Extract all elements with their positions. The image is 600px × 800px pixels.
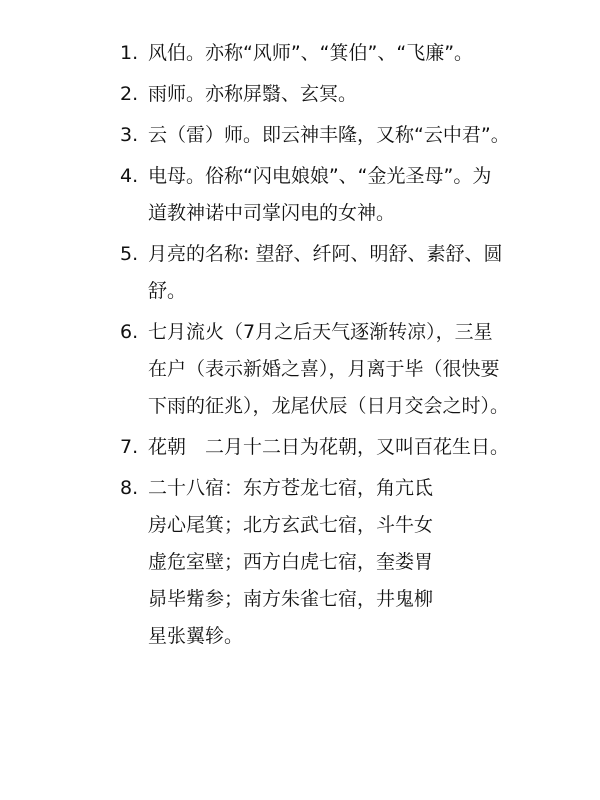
item-text: 七月流火（7月之后天气逐渐转凉），三星在户（表示新婚之喜），月离于毕（很快要下雨的征兆），龙尾伏辰（日月交会之时）。: [148, 321, 510, 417]
item-number: 1.: [120, 42, 139, 64]
item-number: 6.: [120, 321, 139, 343]
item-number: 7.: [120, 436, 139, 458]
list-item: [120, 35, 510, 72]
item-number: 4.: [120, 165, 139, 187]
item-number: 2.: [120, 83, 139, 105]
list-item: [120, 470, 510, 655]
item-text: 二十八宿：东方苍龙七宿，角亢氐房心尾箕；北方玄武七宿，斗牛女虚危室壁；西方白虎七宿，奎娄胃昴毕觜参；南方朱雀七宿，井鬼柳星张翼轸。: [148, 477, 434, 647]
item-number: 8.: [120, 477, 139, 499]
numbered-list: [120, 35, 510, 659]
item-text: 雨师。亦称屏翳、玄冥。: [148, 83, 358, 105]
list-item: [120, 314, 510, 425]
list-item: [120, 117, 510, 154]
item-text: 花朝 二月十二日为花朝，又叫百花生日。: [148, 436, 510, 458]
list-item: [120, 429, 510, 466]
item-text: 风伯。亦称“风师”、“箕伯”、“飞廉”。: [148, 42, 474, 64]
item-number: 3.: [120, 124, 139, 146]
item-text: 电母。俗称“闪电娘娘”、“金光圣母”。为道教神诺中司掌闪电的女神。: [148, 165, 492, 224]
list-item: [120, 158, 510, 232]
item-number: 5.: [120, 243, 139, 265]
item-text: 云（雷）师。即云神丰隆，又称“云中君”。: [148, 124, 510, 146]
list-item: [120, 76, 510, 113]
item-text: 月亮的名称: 望舒、纤阿、明舒、素舒、圆舒。: [148, 243, 503, 302]
list-item: [120, 236, 510, 310]
